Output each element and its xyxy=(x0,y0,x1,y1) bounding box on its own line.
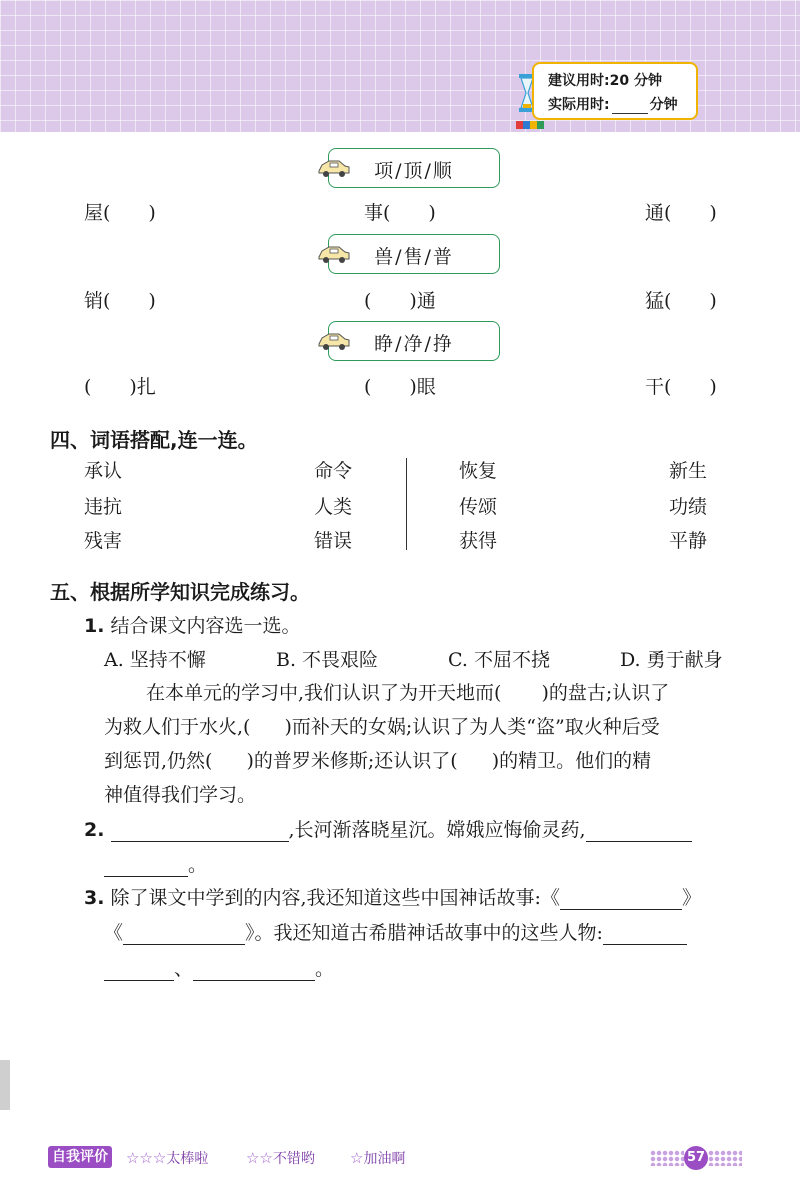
match-word[interactable]: 命令 xyxy=(314,460,353,482)
actual-time xyxy=(548,94,678,114)
question-3 xyxy=(84,883,701,910)
answer-line[interactable] xyxy=(123,924,245,945)
option-b: B. 不畏艰险 xyxy=(276,649,379,671)
answer-line[interactable] xyxy=(193,960,315,981)
para-text: )的普罗米修斯;还认识了( xyxy=(246,750,458,772)
page-number: 57 xyxy=(684,1146,708,1170)
fill-blank-item[interactable]: 通( ) xyxy=(645,202,717,224)
question-2-cont xyxy=(104,850,207,877)
para-text: 到惩罚,仍然( xyxy=(104,750,213,772)
fill-blank-item[interactable]: 猛( ) xyxy=(645,290,717,312)
para-text: 神值得我们学习。 xyxy=(104,784,257,806)
char-options-2: 兽/售/普 xyxy=(374,246,454,268)
match-word[interactable]: 违抗 xyxy=(84,496,123,518)
column-divider xyxy=(406,458,407,550)
char-box-1 xyxy=(328,148,500,188)
para-text: )的盘古;认识了 xyxy=(541,682,670,704)
char-box-3 xyxy=(328,321,500,361)
answer-line[interactable] xyxy=(104,960,174,981)
question-text: 》 xyxy=(681,887,701,909)
fill-blank-item[interactable]: 屋( ) xyxy=(84,202,156,224)
match-word[interactable]: 人类 xyxy=(314,496,353,518)
question-2 xyxy=(84,815,692,842)
question-3-cont2 xyxy=(104,954,334,981)
fill-blank-item[interactable]: 干( ) xyxy=(645,376,717,398)
section-5-title: 五、根据所学知识完成练习。 xyxy=(50,580,310,604)
question-1 xyxy=(84,611,301,638)
rating-label: 不错哟 xyxy=(272,1151,315,1167)
rating-good[interactable] xyxy=(246,1148,315,1168)
para-text: 为救人们于水火,( xyxy=(104,716,251,738)
question-text: 。 xyxy=(315,958,335,980)
q1-paragraph xyxy=(104,676,744,812)
question-text: 、 xyxy=(174,958,194,980)
match-word[interactable]: 恢复 xyxy=(459,460,498,482)
fill-blank-item[interactable]: 销( ) xyxy=(84,290,156,312)
match-word[interactable]: 功绩 xyxy=(669,496,708,518)
answer-line[interactable] xyxy=(603,924,687,945)
question-3-cont xyxy=(104,918,687,945)
char-box-2 xyxy=(328,234,500,274)
fill-blank-item[interactable]: ( )通 xyxy=(364,290,436,312)
fill-blank-item[interactable]: ( )眼 xyxy=(364,376,436,398)
option-a: A. 坚持不懈 xyxy=(104,649,206,671)
match-word[interactable]: 传颂 xyxy=(459,496,498,518)
star-icon: ☆ xyxy=(350,1149,364,1167)
match-word[interactable]: 错误 xyxy=(314,530,353,552)
answer-line[interactable] xyxy=(104,856,188,877)
star-icon: ☆☆ xyxy=(246,1149,273,1167)
match-word[interactable]: 残害 xyxy=(84,530,123,552)
question-text: 》。我还知道古希腊神话故事中的这些人物: xyxy=(245,922,603,944)
actual-time-blank[interactable] xyxy=(612,99,648,114)
question-prompt: 结合课文内容选一选。 xyxy=(110,615,301,637)
match-word[interactable]: 新生 xyxy=(669,460,708,482)
rating-keep-going[interactable] xyxy=(350,1148,405,1168)
question-text: 除了课文中学到的内容,我还知道这些中国神话故事:《 xyxy=(110,887,560,909)
para-text: )而补天的女娲;认识了为人类“盗”取火种后受 xyxy=(284,716,660,738)
answer-line[interactable] xyxy=(111,821,289,842)
page-number-badge xyxy=(650,1146,740,1170)
rating-label: 加油啊 xyxy=(363,1151,406,1167)
question-text: ,长河渐落晓星沉。嫦娥应悔偷灵药, xyxy=(288,819,586,841)
question-number: 3. xyxy=(84,887,105,909)
suggested-time: 建议用时:20 分钟 xyxy=(548,73,662,89)
fill-blank-item[interactable]: ( )扎 xyxy=(84,376,156,398)
option-c: C. 不屈不挠 xyxy=(448,649,550,671)
time-box xyxy=(532,62,698,120)
dots-decoration xyxy=(650,1150,684,1166)
question-number: 1. xyxy=(84,615,105,637)
question-number: 2. xyxy=(84,819,105,841)
rating-great[interactable] xyxy=(126,1148,208,1168)
fill-blank-item[interactable]: 事( ) xyxy=(364,202,436,224)
match-word[interactable]: 获得 xyxy=(459,530,498,552)
rating-label: 太棒啦 xyxy=(166,1151,209,1167)
page-edge-mark xyxy=(0,1060,10,1110)
match-word[interactable]: 承认 xyxy=(84,460,123,482)
section-4-title: 四、词语搭配,连一连。 xyxy=(50,428,258,452)
char-options-1: 项/顶/顺 xyxy=(374,160,454,182)
char-options-3: 睁/净/挣 xyxy=(374,333,454,355)
para-text: )的精卫。他们的精 xyxy=(491,750,652,772)
option-d: D. 勇于献身 xyxy=(620,649,723,671)
question-text: 。 xyxy=(188,854,208,876)
para-text: 在本单元的学习中,我们认识了为开天地而( xyxy=(146,682,502,704)
actual-time-unit: 分钟 xyxy=(649,97,678,113)
star-icon: ☆☆☆ xyxy=(126,1149,167,1167)
answer-line[interactable] xyxy=(586,821,692,842)
answer-line[interactable] xyxy=(560,889,682,910)
dots-decoration xyxy=(708,1150,742,1166)
self-evaluation-label: 自我评价 xyxy=(48,1146,112,1168)
match-word[interactable]: 平静 xyxy=(669,530,708,552)
question-text: 《 xyxy=(104,922,124,944)
actual-time-label: 实际用时: xyxy=(548,97,610,113)
